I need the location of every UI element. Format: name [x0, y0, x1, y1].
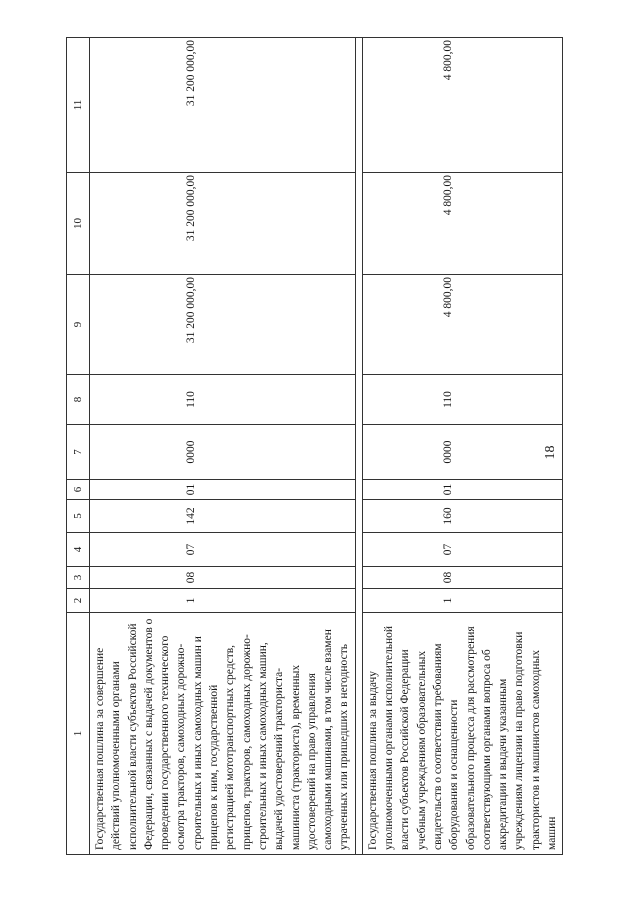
- cell-col6: 01: [90, 480, 356, 500]
- column-header: 3: [67, 567, 90, 589]
- cell-col11: 4 800,00: [362, 38, 563, 173]
- cell-col7: 0000: [90, 425, 356, 480]
- cell-col9: 4 800,00: [362, 275, 563, 375]
- cell-col8: 110: [362, 375, 563, 425]
- column-header: 7: [67, 425, 90, 480]
- cell-col4: 07: [90, 533, 356, 567]
- cell-col8: 110: [90, 375, 356, 425]
- cell-col11: 31 200 000,00: [90, 38, 356, 173]
- column-header: 4: [67, 533, 90, 567]
- cell-col2: 1: [362, 589, 563, 613]
- column-header: 6: [67, 480, 90, 500]
- budget-table: [66, 37, 563, 855]
- page-number: 18: [543, 445, 558, 460]
- column-header: 9: [67, 275, 90, 375]
- cell-col10: 4 800,00: [362, 173, 563, 275]
- column-header: 8: [67, 375, 90, 425]
- table-row: [90, 38, 356, 855]
- cell-col3: 08: [362, 567, 563, 589]
- cell-col9: 31 200 000,00: [90, 275, 356, 375]
- column-header: 5: [67, 500, 90, 533]
- column-number-row: [67, 38, 90, 855]
- cell-col3: 08: [90, 567, 356, 589]
- cell-col7: 0000: [362, 425, 563, 480]
- column-header: 2: [67, 589, 90, 613]
- row-description: Государственная пошлина за совершение действий уполномоченными органами исполнительной власти субъектов Российской Федерации, связанных с выдачей документов о проведении государственного технического осмотра тракторов, самоходных дорожно-строительных и иных самоходных машин и прицепов к ним, государственной регистрацией мототранспортных средств, прицепов, тракторов, самоходных дорожно-строительных и иных самоходных машин, выдачей удостоверений тракториста-машиниста (тракториста), временных удостоверений на право управления самоходными машинами, в том числе взамен утраченных или пришедших в негодность: [90, 613, 356, 855]
- cell-col6: 01: [362, 480, 563, 500]
- cell-col5: 160: [362, 500, 563, 533]
- cell-col5: 142: [90, 500, 356, 533]
- cell-col10: 31 200 000,00: [90, 173, 356, 275]
- column-header: 10: [67, 173, 90, 275]
- cell-col2: 1: [90, 589, 356, 613]
- column-header: 1: [67, 613, 90, 855]
- cell-col4: 07: [362, 533, 563, 567]
- column-header: 11: [67, 38, 90, 173]
- row-description: Государственная пошлина за выдачу уполномоченными органами исполнительной власти субъектов Российской Федерации учебным учреждениям образовательных свидетельств о соответствии требованиям оборудования и оснащенности образовательного процесса для рассмотрения соответствующими органами вопроса об аккредитации и выдачи указанным учреждениям лицензии на право подготовки трактористов и машинистов самоходных машин: [362, 613, 563, 855]
- table-row-spacer: [355, 38, 362, 855]
- table-row: [362, 38, 563, 855]
